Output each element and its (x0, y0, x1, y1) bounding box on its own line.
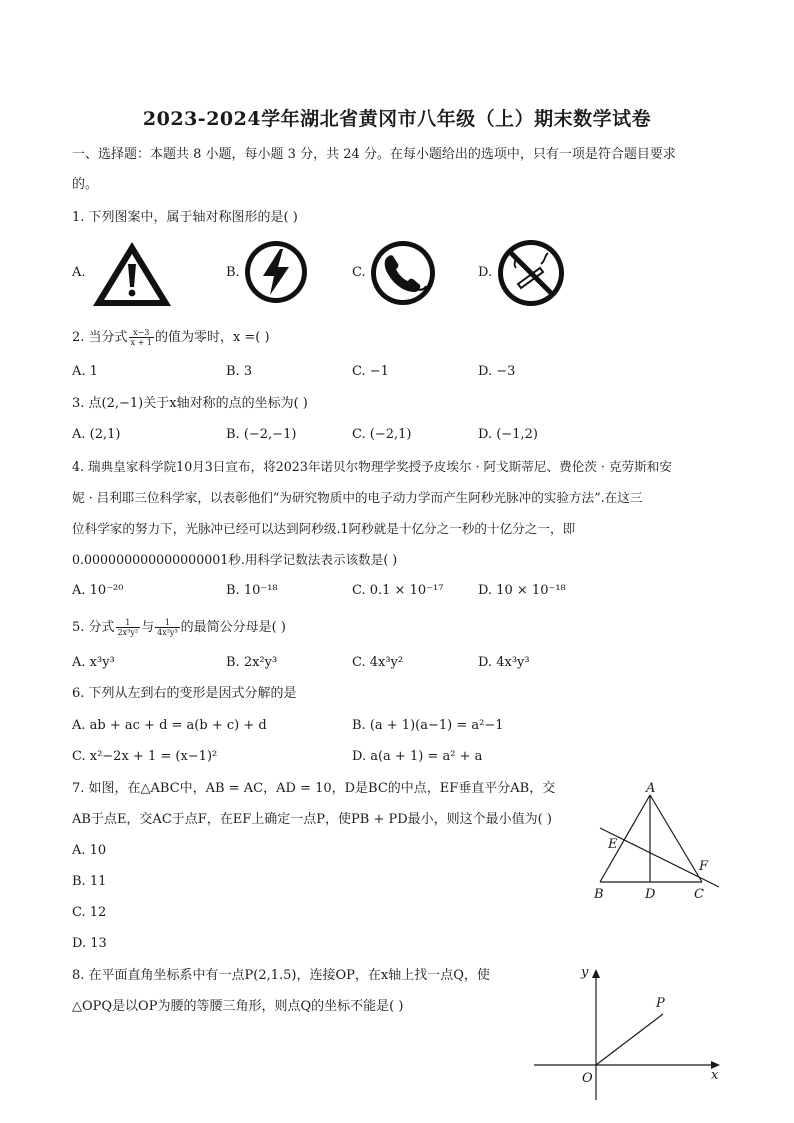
q2-fraction-denominator: x + 1 (130, 338, 152, 347)
q7-option-a: A. 10 (72, 843, 107, 858)
question-7-stem-line1: 7. 如图，在△ABC中，AB = AC，AD = 10，D是BC的中点，EF垂直平分AB，交 (72, 781, 556, 796)
question-4-stem-line3: 位科学家的努力下，光脉冲已经可以达到阿秒级.1阿秒就是十亿分之一秒的十亿分之一，即 (72, 521, 576, 536)
q7-option-b: B. 11 (72, 874, 107, 889)
question-3-stem: 3. 点(2,−1)关于x轴对称的点的坐标为( ) (72, 396, 308, 411)
q2-option-a: A. 1 (72, 364, 98, 379)
y-axis-arrow-icon (592, 969, 600, 978)
q2-stem-post: 的值为零时，x =( ) (154, 330, 270, 345)
q1-option-d-label: D. (478, 265, 493, 280)
q6-option-a: A. ab + ac + d = a(b + c) + d (72, 718, 267, 733)
q1-option-c-label: C. (352, 265, 366, 280)
question-4-stem-line4: 0.000000000000000001秒.用科学记数法表示该数是( ) (72, 552, 398, 567)
label-d: D (645, 887, 656, 902)
q6-option-d: D. a(a + 1) = a² + a (352, 749, 483, 764)
q2-option-b: B. 3 (226, 364, 253, 379)
q3-option-d: D. (−1,2) (478, 427, 538, 442)
q5-fraction-1-denominator: 2x³y² (117, 628, 139, 637)
q2-stem-pre: 2. 当分式 (72, 330, 128, 345)
question-8-stem-line1: 8. 在平面直角坐标系中有一点P(2,1.5)，连接OP，在x轴上找一点Q，使 (72, 968, 490, 983)
q5-stem-pre: 5. 分式 (72, 620, 115, 635)
q5-option-b: B. 2x²y³ (226, 655, 278, 670)
question-6-stem: 6. 下列从左到右的变形是因式分解的是 (72, 686, 297, 701)
label-p: P (656, 996, 665, 1011)
q4-option-d: D. 10 × 10⁻¹⁸ (478, 583, 566, 598)
question-2-stem (72, 328, 270, 347)
q5-fraction-1 (116, 618, 141, 637)
label-e: E (608, 837, 618, 852)
question-8-stem-line2: △OPQ是以OP为腰的等腰三角形，则点Q的坐标不能是( ) (72, 999, 404, 1014)
q5-fraction-2-denominator: 4x²y³ (157, 628, 178, 637)
q5-fraction-2 (155, 618, 180, 637)
q1-option-b-label: B. (226, 265, 240, 280)
line-ef (600, 828, 719, 887)
q5-option-a: A. x³y³ (72, 655, 115, 670)
q2-option-c: C. −1 (352, 364, 389, 379)
label-x: x (711, 1068, 719, 1083)
section-instructions-line1: 一、选择题：本题共 8 小题，每小题 3 分，共 24 分。在每小题给出的选项中，只有一项是符合题目要求 (72, 147, 676, 162)
q5-fraction-1-numerator: 1 (116, 618, 141, 628)
label-o: O (582, 1071, 593, 1086)
q3-option-a: A. (2,1) (72, 427, 121, 442)
warning-triangle-icon (91, 240, 173, 308)
q3-option-c: C. (−2,1) (352, 427, 412, 442)
q5-stem-mid: 与 (141, 620, 155, 635)
segment-op (596, 1014, 663, 1065)
side-ac (650, 795, 702, 882)
label-a: A (646, 781, 656, 796)
q5-fraction-2-numerator: 1 (155, 618, 180, 628)
q6-option-b: B. (a + 1)(a−1) = a²−1 (352, 718, 504, 733)
q7-triangle-figure (586, 776, 726, 906)
question-1-stem: 1. 下列图案中，属于轴对称图形的是( ) (72, 210, 298, 225)
question-4-stem-line2: 妮 · 吕利耶三位科学家，以表彰他们“为研究物质中的电子动力学而产生阿秒光脉冲的实验方法”.在这三 (72, 490, 643, 505)
no-smoking-icon (496, 238, 566, 308)
q6-option-c: C. x²−2x + 1 = (x−1)² (72, 749, 218, 764)
q5-stem-post: 的最简公分母是( ) (180, 620, 286, 635)
question-7-stem-line2: AB于点E，交AC于点F，在EF上确定一点P，使PB + PD最小，则这个最小值为( ) (72, 812, 552, 827)
q4-option-a: A. 10⁻²⁰ (72, 583, 124, 598)
label-y: y (581, 965, 589, 980)
q2-fraction (129, 328, 154, 347)
q2-fraction-numerator: x−3 (129, 328, 154, 338)
label-b: B (594, 887, 604, 902)
q5-option-c: C. 4x³y² (352, 655, 404, 670)
q8-coordinate-figure (530, 962, 730, 1102)
question-5-stem (72, 618, 286, 637)
label-f: F (699, 859, 709, 874)
q5-option-d: D. 4x³y³ (478, 655, 530, 670)
q3-option-b: B. (−2,−1) (226, 427, 297, 442)
q4-option-c: C. 0.1 × 10⁻¹⁷ (352, 583, 444, 598)
section-instructions-line2: 的。 (72, 177, 99, 192)
q4-option-b: B. 10⁻¹⁸ (226, 583, 278, 598)
q1-option-a-label: A. (72, 265, 86, 280)
lightning-bolt-icon (243, 239, 309, 305)
question-4-stem-line1: 4. 瑞典皇家科学院10月3日宣布，将2023年诺贝尔物理学奖授予皮埃尔 · 阿戈斯蒂尼、费伦茨 · 克劳斯和安 (72, 459, 672, 474)
page-title: 2023-2024学年湖北省黄冈市八年级（上）期末数学试卷 (142, 108, 652, 130)
q2-option-d: D. −3 (478, 364, 516, 379)
telephone-handset-icon (369, 239, 437, 307)
q7-option-d: D. 13 (72, 936, 107, 951)
label-c: C (694, 887, 704, 902)
q7-option-c: C. 12 (72, 905, 107, 920)
